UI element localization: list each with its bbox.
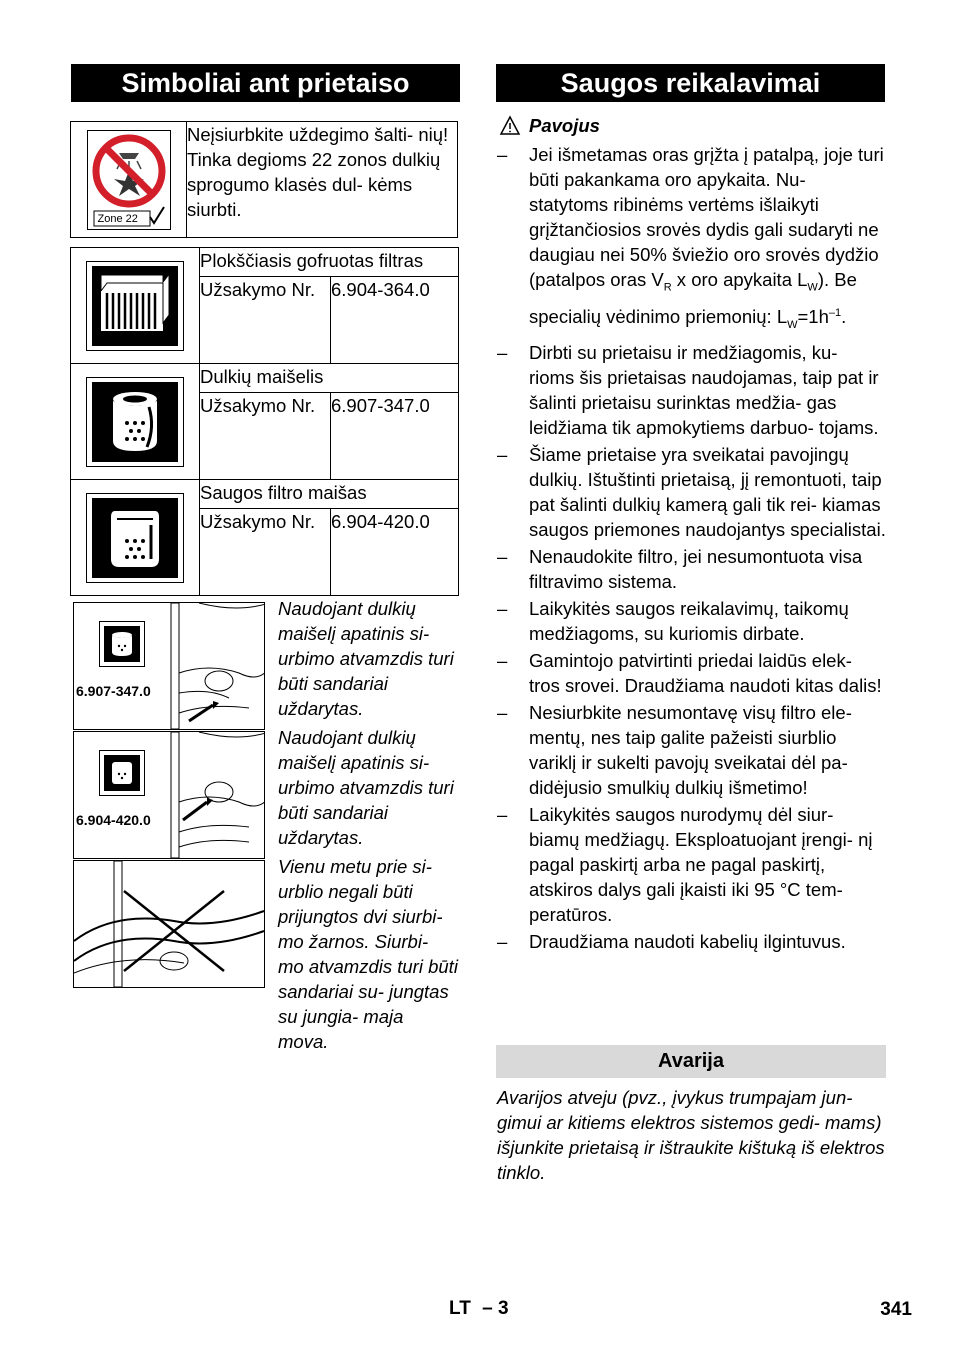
bullet-dash: – bbox=[497, 930, 508, 952]
no-ignition-zone-icon bbox=[87, 130, 171, 230]
figure-order-code: 6.904-420.0 bbox=[76, 812, 151, 828]
safety-bullet-list bbox=[497, 142, 887, 956]
subscript: W bbox=[807, 281, 818, 294]
danger-heading bbox=[497, 113, 885, 139]
right-section-header: Saugos reikalavimai bbox=[496, 64, 885, 102]
footer-page-number: 341 bbox=[880, 1299, 912, 1320]
figure-caption: Vienu metu prie si- urblio negali būti prijungtos dvi siurbi- mo žarnos. Siurbi- mo atvamzdis turi būti sandariai su- jungtas su jungia- maja mova. bbox=[278, 856, 458, 1052]
order-number: 6.904-420.0 bbox=[331, 509, 459, 596]
bullet-dash: – bbox=[497, 803, 508, 825]
figure-order-code: 6.907-347.0 bbox=[76, 683, 151, 699]
figure-caption: Naudojant dulkių maišelį apatinis si- urbimo atvamzdis turi būti sandariai uždarytas. bbox=[278, 727, 454, 848]
safety-filter-bag-icon bbox=[92, 498, 178, 578]
order-number: 6.907-347.0 bbox=[331, 393, 459, 480]
figure-dust-bag-connection bbox=[73, 602, 265, 730]
bullet-text: Šiame prietaise yra sveikatai pavojingų dulkių. Ištuštinti prietaisą, jį remontuoti, taip pat šalinti dulkių kamerą gali tik rei- kiamas saugos priemones naudojantys specialistai. bbox=[529, 443, 886, 540]
subscript: W bbox=[787, 318, 798, 331]
figure-caption: Naudojant dulkių maišelį apatinis si- urbimo atvamzdis turi būti sandariai uždarytas. bbox=[278, 598, 454, 719]
list-item bbox=[497, 442, 887, 542]
dust-bag-icon-cell bbox=[71, 364, 200, 480]
bullet-text: Gamintojo patvirtinti priedai laidūs elek- tros srovei. Draudžiama naudoti kitas dalis! bbox=[529, 649, 882, 696]
figure-two-hoses-prohibited bbox=[73, 860, 265, 988]
footer-local-page: – 3 bbox=[482, 1298, 509, 1319]
bullet-dash: – bbox=[497, 443, 508, 465]
bullet-dash: – bbox=[497, 341, 508, 363]
bullet-text: Nesiurbkite nesumontavę visų filtro ele- mentų, nes taip galite pažeisti siurblio variklį ir sukelti pavojų sveikatai dėl pa- didėjusio smulkių dulkių išmetimo! bbox=[529, 701, 852, 798]
footer-lang-code: LT bbox=[449, 1298, 471, 1319]
zone-label: Zone 22 bbox=[97, 212, 138, 225]
parts-table bbox=[70, 247, 459, 596]
zone-symbol-table bbox=[70, 121, 458, 238]
bullet-dash: – bbox=[497, 597, 508, 619]
footer-language bbox=[449, 1298, 509, 1320]
order-label: Užsakymo Nr. bbox=[200, 393, 331, 480]
bullet-text: Draudžiama naudoti kabelių ilgintuvus. bbox=[529, 930, 846, 952]
vacuum-drawing bbox=[169, 603, 265, 729]
flat-pleated-filter-icon bbox=[92, 266, 178, 346]
list-item bbox=[497, 802, 887, 927]
bullet-text: Nenaudokite filtro, jei nesumontuota visa filtravimo sistema. bbox=[529, 545, 863, 592]
part-name: Plokščiasis gofruotas filtras bbox=[200, 248, 459, 277]
left-section-header: Simboliai ant prietaiso bbox=[71, 64, 460, 102]
bullet-dash: – bbox=[497, 701, 508, 723]
filter-icon-cell bbox=[71, 248, 200, 364]
dust-bag-small-icon bbox=[99, 621, 145, 667]
list-item bbox=[497, 929, 887, 954]
bullet-text: ). Be specialių vėdinimo priemonių: L bbox=[529, 269, 857, 327]
dust-bag-icon bbox=[92, 382, 178, 462]
bullet-dash: – bbox=[497, 545, 508, 567]
bullet-text: . bbox=[841, 305, 847, 327]
list-item bbox=[497, 544, 887, 594]
safety-filter-bag-small-icon bbox=[99, 750, 145, 796]
list-item bbox=[497, 340, 887, 440]
order-label: Užsakymo Nr. bbox=[200, 509, 331, 596]
bullet-text: Laikykitės saugos reikalavimų, taikomų medžiagoms, su kuriomis dirbate. bbox=[529, 597, 849, 644]
emergency-text: Avarijos atveju (pvz., įvykus trumpajam jun- gimui ar kitiems elektros sistemos gedi- mams) išjunkite prietaisą ir ištraukite kištuką iš elektros tinklo. bbox=[497, 1087, 885, 1183]
order-label: Užsakymo Nr. bbox=[200, 277, 331, 364]
list-item bbox=[497, 596, 887, 646]
list-item bbox=[497, 648, 887, 698]
emergency-subheader: Avarija bbox=[496, 1045, 886, 1078]
part-name: Saugos filtro maišas bbox=[200, 480, 459, 509]
bullet-dash: – bbox=[497, 144, 508, 165]
bullet-text: Jei išmetamas oras grįžta į patalpą, joje turi būti pakankama oro apykaita. Nu- statytoms ribinėms vertėms išlaikyti grįžtančiosios srovės dydis gali sudaryti ne daugiau nei 50% šviežio oro srovės dydžio (patalpos oras V bbox=[529, 144, 884, 290]
zone-icon-cell bbox=[71, 122, 187, 238]
bullet-text: x oro apykaita L bbox=[671, 269, 808, 290]
part-name: Dulkių maišelis bbox=[200, 364, 459, 393]
zone-notice-text: Neįsiurbkite uždegimo šalti- nių! Tinka degioms 22 zonos dulkių sprogumo klasės dul- kėms siurbti. bbox=[187, 122, 458, 238]
two-hoses-drawing bbox=[74, 861, 264, 987]
superscript: –1 bbox=[828, 306, 842, 319]
list-item bbox=[497, 700, 887, 800]
bullet-text: Laikykitės saugos nurodymų dėl siur- biamų medžiagų. Eksploatuojant įrengi- nį pagal paskirtį arba ne pagal paskirtį, atskiros dalys gali įkaisti iki 95 °C tem- peratūros. bbox=[529, 803, 873, 925]
order-number: 6.904-364.0 bbox=[331, 277, 459, 364]
safety-filter-bag-icon-cell bbox=[71, 480, 200, 596]
subscript: R bbox=[663, 281, 672, 294]
warning-triangle-icon bbox=[499, 115, 521, 137]
vacuum-drawing bbox=[169, 732, 265, 858]
bullet-dash: – bbox=[497, 649, 508, 671]
bullet-text: =1h bbox=[797, 305, 829, 327]
danger-label: Pavojus bbox=[529, 115, 600, 136]
figure-safety-bag-connection bbox=[73, 731, 265, 859]
list-item bbox=[497, 142, 887, 338]
bullet-text: Dirbti su prietaisu ir medžiagomis, ku- rioms šis prietaisas naudojamas, taip pat ir šalinti prietaisu surinktas medžia- gas leidžiama tik apmokytiems darbuo- tojams. bbox=[529, 341, 879, 438]
